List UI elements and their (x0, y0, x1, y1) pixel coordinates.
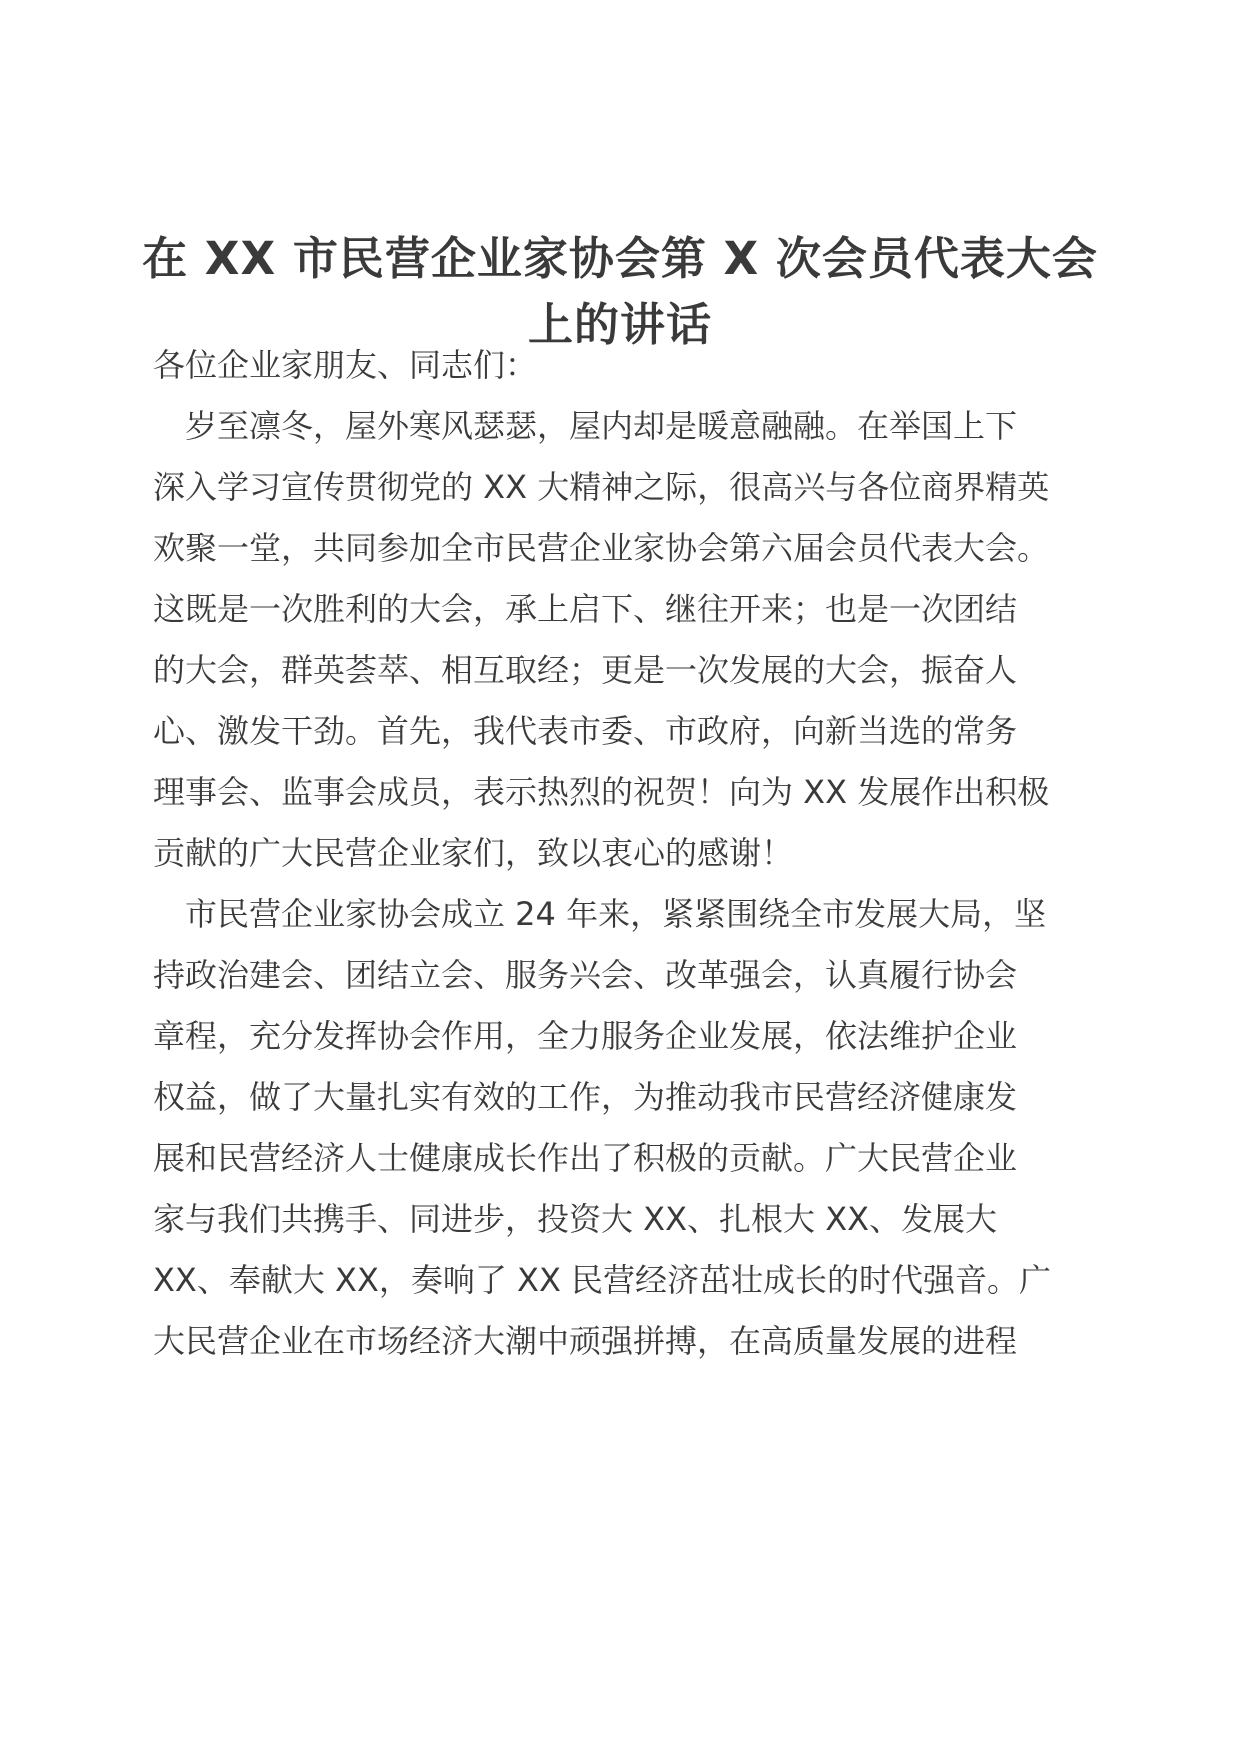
paragraph-line: 持政治建会、团结立会、服务兴会、改革强会，认真履行协会 (153, 956, 1018, 994)
paragraph-line: 欢聚一堂，共同参加全市民营企业家协会第六届会员代表大会。 (153, 529, 1050, 567)
paragraph-line: 理事会、监事会成员，表示热烈的祝贺！向为 XX 发展作出积极 (153, 773, 1050, 811)
paragraph-line: 深入学习宣传贯彻党的 XX 大精神之际，很高兴与各位商界精英 (153, 468, 1050, 506)
paragraph-line: 大民营企业在市场经济大潮中顽强拼搏，在高质量发展的进程 (153, 1322, 1018, 1360)
title-line-2: 上的讲话 (527, 298, 712, 351)
paragraph-line: 的大会，群英荟萃、相互取经；更是一次发展的大会，振奋人 (153, 651, 1018, 689)
paragraph-line: 章程，充分发挥协会作用，全力服务企业发展，依法维护企业 (153, 1017, 1018, 1055)
paragraph-line: 展和民营经济人士健康成长作出了积极的贡献。广大民营企业 (153, 1139, 1018, 1177)
paragraph-line: 这既是一次胜利的大会，承上启下、继往开来；也是一次团结 (153, 590, 1018, 628)
title-line-1: 在 XX 市民营企业家协会第 X 次会员代表大会 (142, 232, 1098, 285)
paragraph-line: 权益，做了大量扎实有效的工作，为推动我市民营经济健康发 (153, 1078, 1018, 1116)
paragraph-line: XX、奉献大 XX，奏响了 XX 民营经济茁壮成长的时代强音。广 (153, 1261, 1052, 1299)
paragraph-line: 市民营企业家协会成立 24 年来，紧紧围绕全市发展大局，坚 (153, 895, 1047, 933)
paragraph-line: 贡献的广大民营企业家们，致以衷心的感谢！ (153, 834, 794, 872)
document-title (140, 226, 1100, 358)
paragraph-line: 家与我们共携手、同进步，投资大 XX、扎根大 XX、发展大 (153, 1200, 998, 1238)
salutation: 各位企业家朋友、同志们： (153, 346, 538, 384)
paragraph-line: 心、激发干劲。首先，我代表市委、市政府，向新当选的常务 (153, 712, 1018, 750)
paragraph-line: 岁至凛冬，屋外寒风瑟瑟，屋内却是暖意融融。在举国上下 (153, 407, 1018, 445)
